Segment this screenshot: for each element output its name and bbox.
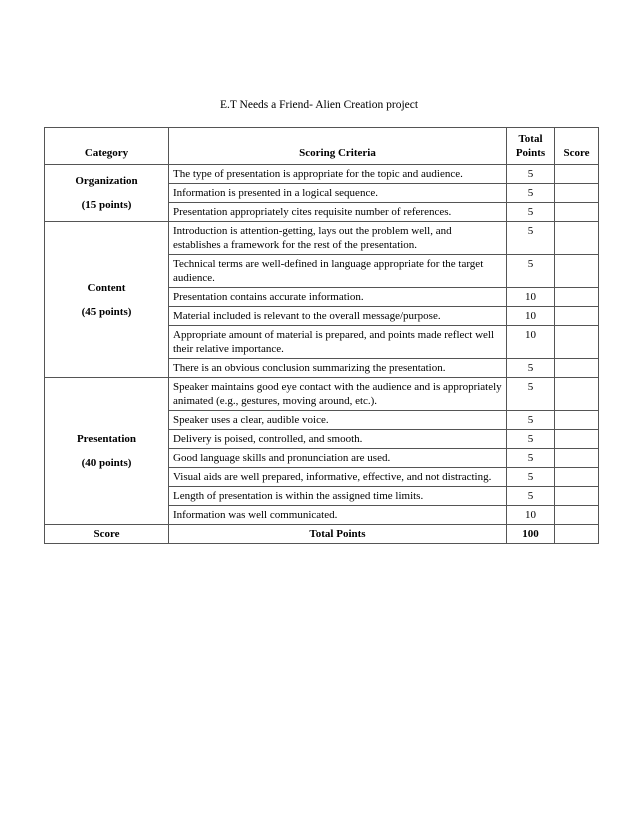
criteria-points: 5 [507,222,555,255]
criteria-text: Presentation contains accurate information. [169,288,507,307]
criteria-points: 5 [507,203,555,222]
score-cell[interactable] [555,307,599,326]
criteria-points: 5 [507,255,555,288]
criteria-text: Speaker uses a clear, audible voice. [169,411,507,430]
header-row [45,128,599,165]
criteria-text: Introduction is attention-getting, lays out the problem well, and establishes a framework for the rest of the presentation. [169,222,507,255]
score-cell[interactable] [555,359,599,378]
header-scoring-criteria: Scoring Criteria [169,128,507,165]
score-cell[interactable] [555,430,599,449]
score-cell[interactable] [555,288,599,307]
score-cell[interactable] [555,326,599,359]
criteria-points: 5 [507,449,555,468]
score-cell[interactable] [555,449,599,468]
criteria-text: Delivery is poised, controlled, and smooth. [169,430,507,449]
criteria-points: 5 [507,487,555,506]
category-cell [45,378,169,525]
footer-row [45,525,599,544]
criteria-points: 5 [507,411,555,430]
score-cell[interactable] [555,378,599,411]
score-cell[interactable] [555,487,599,506]
footer-score-label: Score [45,525,169,544]
criteria-points: 10 [507,307,555,326]
category-points: (40 points) [81,457,132,469]
header-total-points [507,128,555,165]
criteria-points: 5 [507,184,555,203]
criteria-row [45,165,599,184]
criteria-text: Presentation appropriately cites requisite number of references. [169,203,507,222]
score-cell[interactable] [555,255,599,288]
criteria-text: Information is presented in a logical sequence. [169,184,507,203]
criteria-text: Material included is relevant to the overall message/purpose. [169,307,507,326]
score-cell[interactable] [555,468,599,487]
criteria-text: Information was well communicated. [169,506,507,525]
criteria-text: Speaker maintains good eye contact with the audience and is appropriately animated (e.g., gestures, moving around, etc.). [169,378,507,411]
criteria-text: The type of presentation is appropriate for the topic and audience. [169,165,507,184]
criteria-points: 5 [507,359,555,378]
criteria-points: 10 [507,506,555,525]
criteria-points: 5 [507,468,555,487]
score-cell[interactable] [555,184,599,203]
score-cell[interactable] [555,165,599,184]
header-total-points-line2: Points [515,147,546,159]
score-cell[interactable] [555,203,599,222]
criteria-text: Technical terms are well-defined in language appropriate for the target audience. [169,255,507,288]
criteria-points: 10 [507,326,555,359]
criteria-text: Visual aids are well prepared, informative, effective, and not distracting. [169,468,507,487]
score-cell[interactable] [555,506,599,525]
score-cell[interactable] [555,222,599,255]
category-name: Content [87,281,126,294]
rubric-table [44,127,599,544]
header-category: Category [45,128,169,165]
document-title: E.T Needs a Friend- Alien Creation project [219,99,419,111]
criteria-row [45,222,599,255]
criteria-points: 5 [507,378,555,411]
footer-total-value: 100 [507,525,555,544]
rubric-body [45,165,599,525]
footer-total-label: Total Points [169,525,507,544]
score-cell[interactable] [555,411,599,430]
category-name: Presentation [76,433,137,445]
category-cell [45,165,169,222]
header-total-points-line1: Total [518,133,543,145]
criteria-points: 10 [507,288,555,307]
criteria-text: Appropriate amount of material is prepared, and points made reflect well their relative importance. [169,326,507,359]
category-name: Organization [75,175,138,187]
category-cell [45,222,169,378]
footer-score-cell[interactable] [555,525,599,544]
header-score: Score [555,128,599,165]
category-points: (15 points) [81,199,132,211]
criteria-text: There is an obvious conclusion summarizing the presentation. [169,359,507,378]
criteria-row [45,378,599,411]
criteria-text: Length of presentation is within the assigned time limits. [169,487,507,506]
criteria-points: 5 [507,430,555,449]
category-points: (45 points) [81,305,132,318]
criteria-text: Good language skills and pronunciation are used. [169,449,507,468]
criteria-points: 5 [507,165,555,184]
